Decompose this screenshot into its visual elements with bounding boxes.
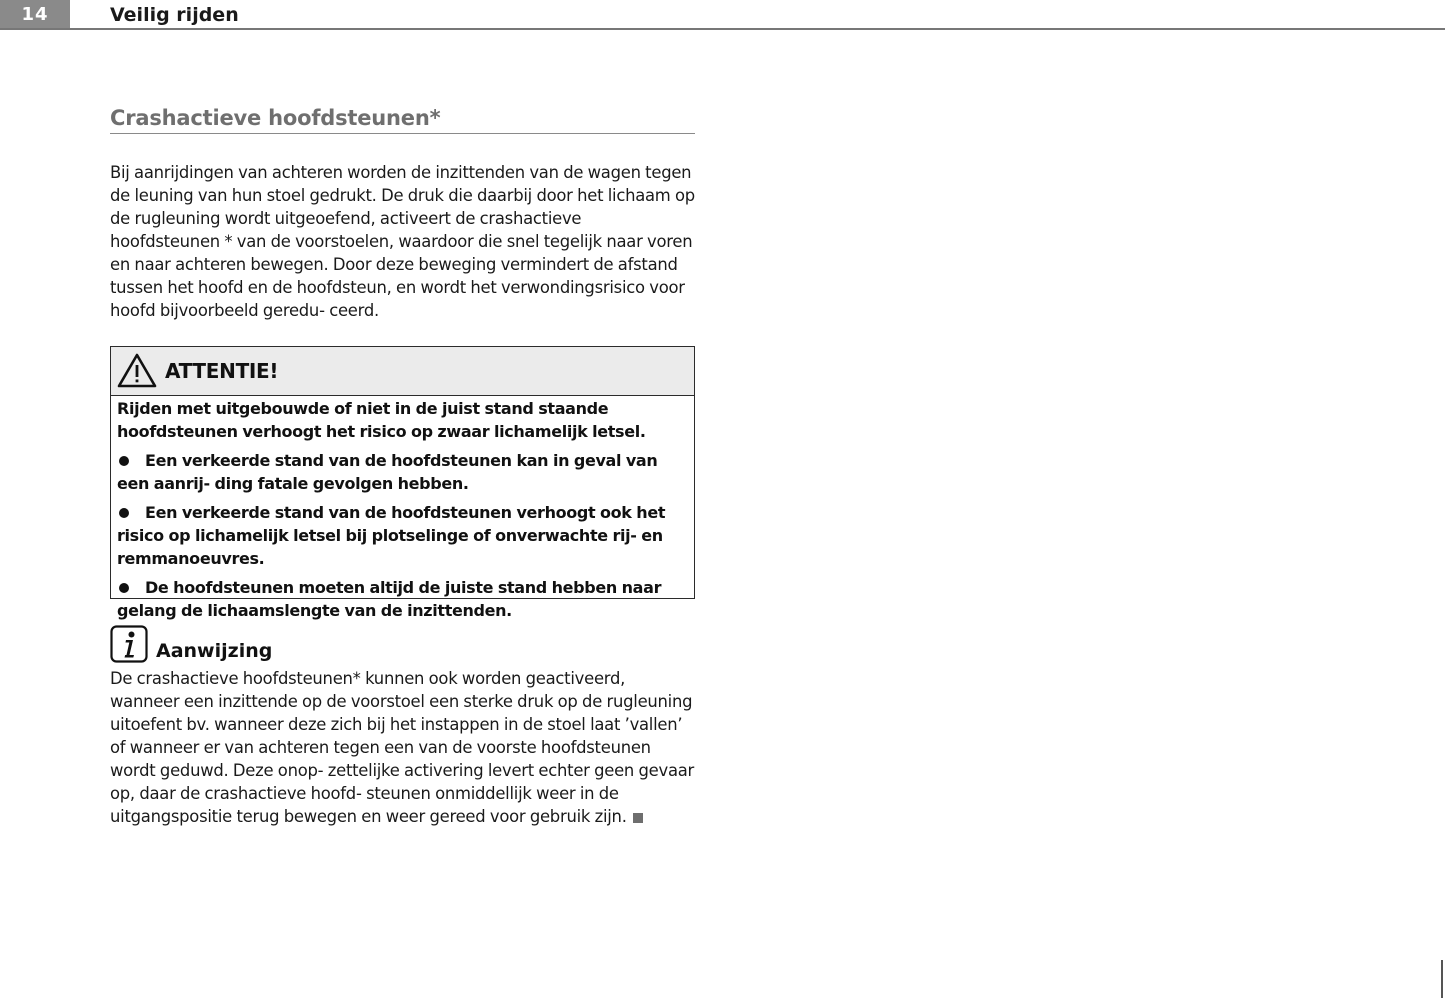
intro-paragraph: Bij aanrijdingen van achteren worden de inzittenden van de wagen tegen de leuning van hun stoel gedrukt. De druk die daarbij door het lichaam op de rugleuning wordt uitgeoefend, activeert de crashactieve hoofdsteunen * van de voorstoelen, waardoor die snel tegelijk naar voren en naar achteren bewegen. Door deze beweging vermindert de afstand tussen het hoofd en de hoofdsteun, en wordt het verwondingsrisico voor hoofd bijvoorbeeld geredu- ceerd.	[110, 163, 695, 320]
warning-bullet	[117, 449, 688, 495]
end-of-section-icon	[633, 813, 643, 823]
note-paragraph	[110, 667, 695, 828]
warning-title: ATTENTIE!	[165, 359, 279, 383]
warning-body	[111, 397, 694, 622]
warning-bullet	[117, 501, 688, 570]
note-header	[110, 623, 695, 663]
bullet-icon	[119, 583, 129, 593]
header-divider	[0, 28, 1445, 30]
page-number: 14	[0, 0, 70, 29]
warning-header	[111, 347, 694, 396]
note-title: Aanwijzing	[156, 640, 273, 662]
page-edge-mark	[1441, 960, 1443, 998]
warning-box	[110, 346, 695, 620]
page-header	[0, 0, 1445, 31]
bullet-icon	[119, 456, 129, 466]
chapter-title: Veilig rijden	[110, 4, 239, 26]
warning-bullet	[117, 576, 688, 622]
warning-triangle-icon	[117, 353, 157, 389]
warning-bullet-text: Een verkeerde stand van de hoofdsteunen verhoogt ook het risico op lichamelijk letsel bij plotselinge of onverwachte rij- en remmanoeuvres.	[117, 503, 666, 568]
warning-bullet-text: Een verkeerde stand van de hoofdsteunen kan in geval van een aanrij- ding fatale gevolgen hebben.	[117, 451, 658, 493]
section-title: Crashactieve hoofdsteunen*	[110, 103, 695, 134]
note-text: De crashactieve hoofdsteunen* kunnen ook worden geactiveerd, wanneer een inzittende op de voorstoel een sterke druk op de rugleuning uitoefent bv. wanneer deze zich bij het instappen in de stoel laat ’vallen’ of wanneer er van achteren tegen een van de voorste hoofdsteunen wordt geduwd. Deze onop- zettelijke activering levert echter geen gevaar op, daar de crashactieve hoofd- steunen onmiddellijk weer in de uitgangspositie terug bewegen en weer gereed voor gebruik zijn.	[110, 669, 695, 826]
warning-lead: Rijden met uitgebouwde of niet in de juist stand staande hoofdsteunen verhoogt het risico op zwaar lichamelijk letsel.	[117, 399, 646, 441]
warning-bullet-text: De hoofdsteunen moeten altijd de juiste stand hebben naar gelang de lichaamslengte van de inzittenden.	[117, 578, 662, 620]
info-icon	[110, 625, 148, 663]
bullet-icon	[119, 508, 129, 518]
